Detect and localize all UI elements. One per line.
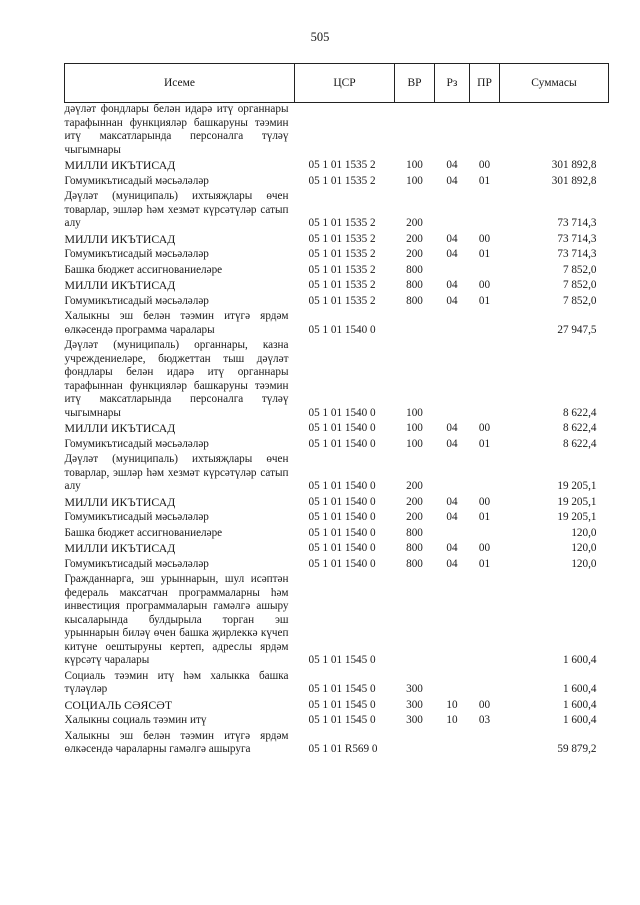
cell-pr: 01 — [478, 557, 491, 570]
cell-sum: 1 600,4 — [562, 683, 597, 695]
cell-name: Халыкны социаль тәэмин итү — [64, 714, 207, 726]
cell-rz — [435, 262, 470, 278]
cell-pr — [470, 525, 500, 541]
table-row — [65, 293, 609, 309]
table-row — [65, 173, 609, 189]
cell-vr: 200 — [406, 480, 423, 492]
cell-pr — [470, 103, 500, 158]
cell-pr: 00 — [478, 279, 491, 291]
cell-rz: 04 — [446, 542, 458, 554]
cell-name: дәүләт фондлары белән идарә итү органнары тарафыннан функцияләр башкаруны тәэмин итү максатларында персоналга түләү чыгымнары — [64, 103, 289, 156]
cell-rz — [435, 188, 470, 231]
cell-pr: 00 — [478, 495, 491, 508]
table-header — [65, 64, 609, 103]
table-row — [65, 188, 609, 231]
cell-sum: 1 600,4 — [562, 698, 597, 711]
cell-csr: 05 1 01 1535 2 — [308, 217, 376, 229]
page-number: 505 — [310, 30, 330, 44]
cell-sum: 8 622,4 — [562, 406, 597, 419]
cell-vr: 100 — [406, 422, 423, 434]
cell-csr: 05 1 01 1540 0 — [308, 557, 376, 570]
cell-pr — [470, 668, 500, 697]
cell-sum: 120,0 — [571, 542, 597, 554]
cell-sum: 19 205,1 — [557, 495, 597, 508]
cell-rz: 04 — [446, 174, 458, 187]
cell-rz: 04 — [446, 495, 458, 508]
cell-rz: 04 — [446, 279, 458, 291]
cell-vr: 100 — [406, 406, 423, 419]
cell-rz: 04 — [446, 557, 458, 570]
cell-csr: 05 1 01 1540 0 — [308, 323, 376, 336]
cell-pr: 01 — [478, 174, 491, 187]
cell-name: СОЦИАЛЬ СӘЯСӘТ — [64, 697, 173, 712]
cell-pr — [470, 188, 500, 231]
cell-vr: 100 — [406, 159, 423, 171]
cell-pr: 00 — [478, 542, 491, 554]
cell-name: Гражданнарга, эш урыннарын, шул исәптән федераль максатчан программаларны һәм инвестиция программаларын гамәлгә ашыру кысаларында булдырыла торган эш урыннарын биләү өчен башка җирлеккә күчеп китүне оештыруны кертеп, адреслы ярдәм күрсәтү чаралары — [64, 573, 289, 666]
cell-name: МИЛЛИ ИКЪТИСАД — [64, 541, 176, 555]
cell-vr: 300 — [406, 714, 423, 726]
table-row — [65, 262, 609, 278]
cell-vr: 200 — [406, 217, 423, 229]
cell-csr: 05 1 01 1540 0 — [308, 542, 376, 554]
cell-csr: 05 1 01 1535 2 — [308, 263, 376, 276]
cell-csr: 05 1 01 1535 2 — [308, 279, 376, 291]
cell-pr: 03 — [478, 714, 491, 726]
cell-rz — [435, 668, 470, 697]
header-vr: ВР — [395, 64, 435, 103]
cell-csr: 05 1 01 1545 0 — [308, 698, 376, 711]
cell-vr: 300 — [406, 698, 423, 711]
cell-rz — [435, 571, 470, 668]
cell-name: Дәүләт (муниципаль) ихтыяҗлары өчен товарлар, эшләр һәм хезмәт күрсәтүләр сатып алу — [64, 190, 289, 229]
cell-sum: 301 892,8 — [551, 174, 597, 187]
cell-name: МИЛЛИ ИКЪТИСАД — [64, 231, 176, 246]
table-row — [65, 157, 609, 173]
cell-name: Башка бюджет ассигнованиеләре — [64, 263, 223, 276]
cell-pr — [470, 728, 500, 757]
cell-sum: 27 947,5 — [557, 323, 597, 336]
cell-pr: 00 — [478, 698, 491, 711]
header-row — [65, 64, 609, 103]
cell-rz: 04 — [446, 294, 458, 307]
cell-name: Халыкны эш белән тәэмин итүгә ярдәм өлкәсендә программа чаралары — [64, 310, 289, 336]
cell-rz — [435, 103, 470, 158]
cell-name: Гомумикътисадый мәсьәләләр — [64, 557, 209, 570]
cell-name: Халыкны эш белән тәэмин итүгә ярдәм өлкәсендә чараларны гамәлгә ашыруга — [64, 729, 289, 755]
cell-csr: 05 1 01 1545 0 — [308, 683, 376, 695]
table-row — [65, 712, 609, 728]
cell-pr — [470, 451, 500, 494]
cell-pr: 01 — [478, 248, 491, 260]
cell-vr: 300 — [406, 683, 423, 695]
cell-vr: 800 — [406, 279, 423, 291]
cell-csr: 05 1 01 1535 2 — [308, 159, 376, 171]
cell-name: Дәүләт (муниципаль) ихтыяҗлары өчен товарлар, эшләр һәм хезмәт күрсәтүләр сатып алу — [64, 453, 289, 492]
cell-rz — [435, 451, 470, 494]
cell-rz: 10 — [446, 698, 458, 711]
cell-name: МИЛЛИ ИКЪТИСАД — [64, 278, 176, 292]
cell-csr — [295, 103, 395, 158]
budget-table-container — [64, 63, 608, 757]
cell-rz: 04 — [446, 232, 458, 245]
cell-csr: 05 1 01 1535 2 — [308, 294, 376, 307]
cell-pr — [470, 262, 500, 278]
cell-vr: 200 — [406, 248, 423, 260]
cell-sum: 8 622,4 — [562, 437, 597, 450]
table-row — [65, 525, 609, 541]
cell-vr: 800 — [406, 542, 423, 554]
cell-name: МИЛЛИ ИКЪТИСАД — [64, 421, 176, 435]
cell-sum: 1 600,4 — [562, 654, 597, 666]
header-pr: ПР — [470, 64, 500, 103]
table-row — [65, 668, 609, 697]
table-row — [65, 103, 609, 158]
cell-rz: 04 — [446, 422, 458, 434]
cell-pr: 01 — [478, 511, 491, 523]
header-sum: Суммасы — [500, 64, 609, 103]
cell-csr: 05 1 01 1540 0 — [308, 406, 376, 419]
table-row — [65, 420, 609, 436]
cell-rz: 04 — [446, 511, 458, 523]
cell-vr — [395, 308, 435, 337]
header-rz: Рз — [435, 64, 470, 103]
cell-csr: 05 1 01 R569 0 — [308, 743, 378, 755]
cell-vr: 800 — [406, 294, 423, 307]
cell-sum: 73 714,3 — [557, 232, 597, 245]
cell-sum: 120,0 — [571, 526, 597, 539]
cell-vr: 800 — [406, 557, 423, 570]
table-row — [65, 451, 609, 494]
table-row — [65, 571, 609, 668]
cell-sum: 59 879,2 — [557, 743, 597, 755]
cell-vr: 800 — [406, 526, 423, 539]
cell-sum: 8 622,4 — [562, 422, 597, 434]
cell-sum: 7 852,0 — [562, 263, 597, 276]
budget-table — [64, 63, 609, 757]
cell-sum: 7 852,0 — [562, 294, 597, 307]
cell-csr: 05 1 01 1540 0 — [308, 422, 376, 434]
cell-name: Гомумикътисадый мәсьәләләр — [64, 174, 209, 187]
table-row — [65, 308, 609, 337]
table-row — [65, 277, 609, 293]
table-row — [65, 494, 609, 510]
cell-sum: 19 205,1 — [557, 511, 597, 523]
cell-csr: 05 1 01 1545 0 — [308, 714, 376, 726]
cell-rz — [435, 728, 470, 757]
table-row — [65, 509, 609, 525]
cell-pr: 00 — [478, 232, 491, 245]
cell-name: МИЛЛИ ИКЪТИСАД — [64, 158, 176, 172]
cell-vr: 200 — [406, 511, 423, 523]
header-name: Исеме — [65, 64, 295, 103]
cell-pr: 00 — [478, 422, 491, 434]
cell-sum — [500, 103, 609, 158]
cell-pr — [470, 571, 500, 668]
cell-pr: 01 — [478, 294, 491, 307]
cell-name: Дәүләт (муниципаль) органнары, казна учреждениеләре, бюджеттан тыш дәүләт фондлары белән идарә итү органнары тарафыннан функцияләр башкаруны тәэмин итү максатларында персоналга түләү чыгымнары — [64, 339, 289, 419]
cell-sum: 73 714,3 — [557, 217, 597, 229]
cell-vr: 200 — [406, 495, 423, 508]
cell-sum: 301 892,8 — [551, 159, 597, 171]
cell-csr: 05 1 01 1535 2 — [308, 232, 376, 245]
table-row — [65, 540, 609, 556]
cell-name: Башка бюджет ассигнованиеләре — [64, 526, 223, 539]
cell-csr: 05 1 01 1545 0 — [308, 654, 376, 666]
cell-name: Гомумикътисадый мәсьәләләр — [64, 511, 209, 523]
table-row — [65, 556, 609, 572]
cell-csr: 05 1 01 1540 0 — [308, 511, 376, 523]
cell-name: Гомумикътисадый мәсьәләләр — [64, 248, 209, 260]
cell-csr: 05 1 01 1540 0 — [308, 495, 376, 508]
table-row — [65, 337, 609, 420]
table-body — [65, 103, 609, 757]
cell-rz — [435, 337, 470, 420]
cell-name: Социаль тәэмин итү һәм халыкка башка түләүләр — [64, 669, 289, 695]
cell-sum: 120,0 — [571, 557, 597, 570]
cell-vr: 100 — [406, 174, 423, 187]
cell-sum: 7 852,0 — [562, 279, 597, 291]
cell-rz: 04 — [446, 437, 458, 450]
cell-pr: 01 — [478, 437, 491, 450]
cell-csr: 05 1 01 1535 2 — [308, 248, 376, 260]
cell-name: Гомумикътисадый мәсьәләләр — [64, 294, 209, 307]
cell-csr: 05 1 01 1540 0 — [308, 437, 376, 450]
cell-rz: 04 — [446, 248, 458, 260]
cell-csr: 05 1 01 1540 0 — [308, 526, 376, 539]
table-row — [65, 246, 609, 262]
cell-sum: 1 600,4 — [562, 714, 597, 726]
cell-name: Гомумикътисадый мәсьәләләр — [64, 437, 209, 450]
cell-vr — [395, 571, 435, 668]
cell-sum: 73 714,3 — [557, 248, 597, 260]
cell-name: МИЛЛИ ИКЪТИСАД — [64, 494, 176, 509]
table-row — [65, 436, 609, 452]
cell-pr: 00 — [478, 159, 491, 171]
header-csr: ЦСР — [295, 64, 395, 103]
table-row — [65, 697, 609, 713]
cell-rz — [435, 525, 470, 541]
cell-vr — [395, 728, 435, 757]
table-row — [65, 231, 609, 247]
cell-rz — [435, 308, 470, 337]
cell-sum: 19 205,1 — [557, 480, 597, 492]
cell-vr: 800 — [406, 263, 423, 276]
cell-vr: 200 — [406, 232, 423, 245]
cell-rz: 10 — [446, 714, 458, 726]
cell-csr: 05 1 01 1540 0 — [308, 480, 376, 492]
cell-vr — [395, 103, 435, 158]
cell-vr: 100 — [406, 437, 423, 450]
cell-pr — [470, 337, 500, 420]
cell-csr: 05 1 01 1535 2 — [308, 174, 376, 187]
cell-rz: 04 — [446, 159, 458, 171]
table-row — [65, 728, 609, 757]
cell-pr — [470, 308, 500, 337]
